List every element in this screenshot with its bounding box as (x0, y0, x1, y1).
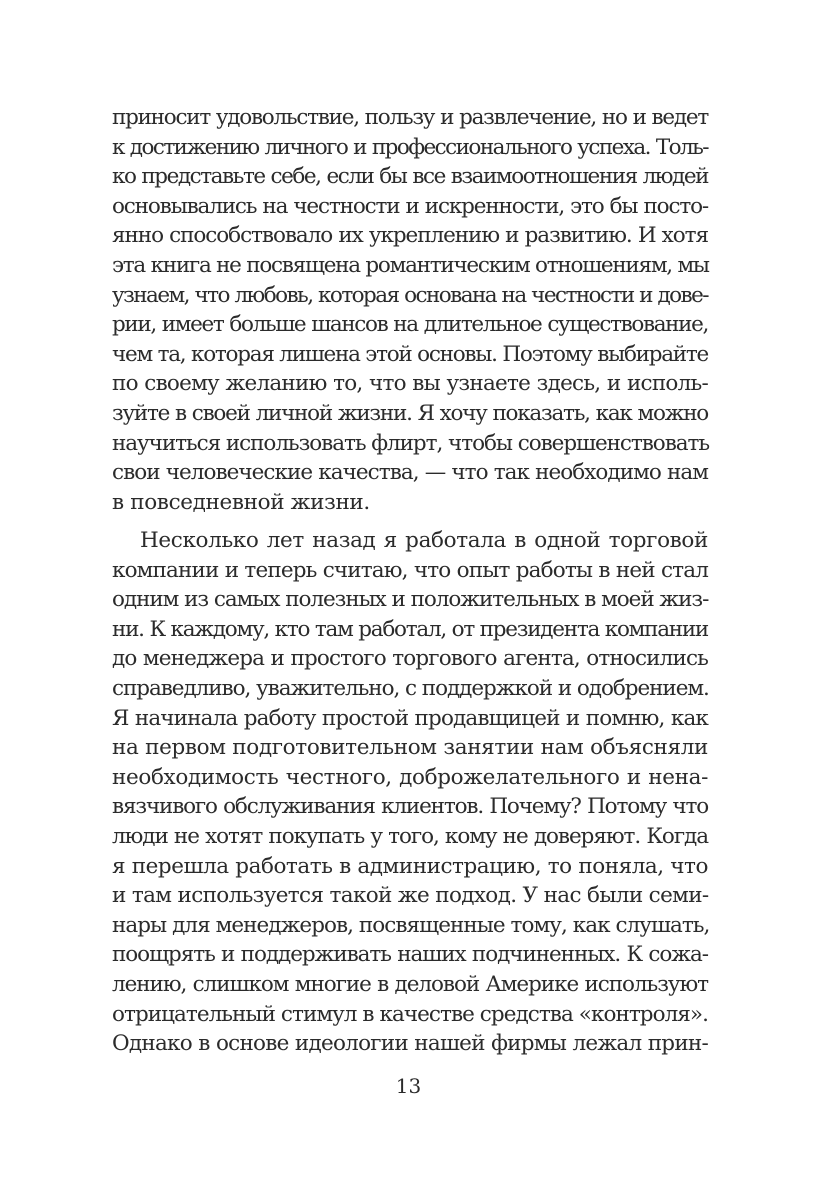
text-line: основывались на честности и искренности, это бы посто- (112, 193, 708, 219)
text-line: Однако в основе идеологии нашей фирмы лежал прин- (112, 1031, 708, 1057)
text-line: я перешла работать в администрацию, то поняла, что (112, 853, 708, 879)
text-line: эта книга не посвящена романтическим отношениям, мы (112, 252, 709, 278)
page-number: 13 (395, 1074, 422, 1098)
text-line: справедливо, уважительно, с поддержкой и одобрением. (112, 675, 709, 701)
text-line: по своему желанию то, что вы узнаете здесь, и исполь- (112, 371, 708, 397)
text-line: к достижению личного и профессионального успеха. Толь- (112, 134, 708, 160)
text-line: янно способствовало их укреплению и развитию. И хотя (112, 223, 708, 249)
text-line: зуйте в своей личной жизни. Я хочу показать, как можно (112, 400, 708, 426)
text-line: лению, слишком многие в деловой Америке используют (112, 971, 708, 997)
text-line: ни. К каждому, кто там работал, от президента компании (112, 616, 708, 642)
text-line: отрицательный стимул в качестве средства «контроля». (112, 1001, 708, 1027)
text-line: до менеджера и простого торгового агента, относились (112, 646, 708, 672)
text-line: свои человеческие качества, — что так необходимо нам (112, 460, 708, 486)
text-line: люди не хотят покупать у того, кому не доверяют. Когда (112, 823, 708, 849)
text-line: необходимость честного, доброжелательного и нена- (112, 764, 708, 790)
text-line: научиться использовать флирт, чтобы совершенствовать (112, 430, 710, 456)
text-line: Несколько лет назад я работала в одной торговой (140, 528, 708, 553)
text-line: приносит удовольствие, пользу и развлечение, но и ведет (112, 105, 708, 130)
text-line: нары для менеджеров, посвященные тому, как слушать, (112, 912, 710, 938)
paragraph-2 (112, 526, 708, 1059)
text-line: компании и теперь считаю, что опыт работы в ней стал (112, 557, 708, 583)
text-line: вязчивого обслуживания клиентов. Почему? Потому что (112, 794, 708, 820)
text-line: узнаем, что любовь, которая основана на честности и дове- (112, 282, 708, 308)
text-line: Я начинала работу простой продавщицей и помню, как (112, 705, 708, 731)
text-line: рии, имеет больше шансов на длительное существование, (112, 312, 708, 338)
text-line: в повседневной жизни. (112, 489, 370, 515)
text-line: на первом подготовительном занятии нам объясняли (112, 735, 708, 761)
text-line: чем та, которая лишена этой основы. Поэтому выбирайте (112, 341, 708, 367)
text-line: одним из самых полезных и положительных в моей жиз- (112, 587, 709, 613)
paragraph-1 (112, 103, 708, 517)
text-line: поощрять и поддерживать наших подчиненных. К сожа- (112, 942, 708, 968)
text-line: ко представьте себе, если бы все взаимоотношения людей (112, 164, 708, 190)
text-line: и там используется такой же подход. У нас были семи- (112, 883, 709, 909)
